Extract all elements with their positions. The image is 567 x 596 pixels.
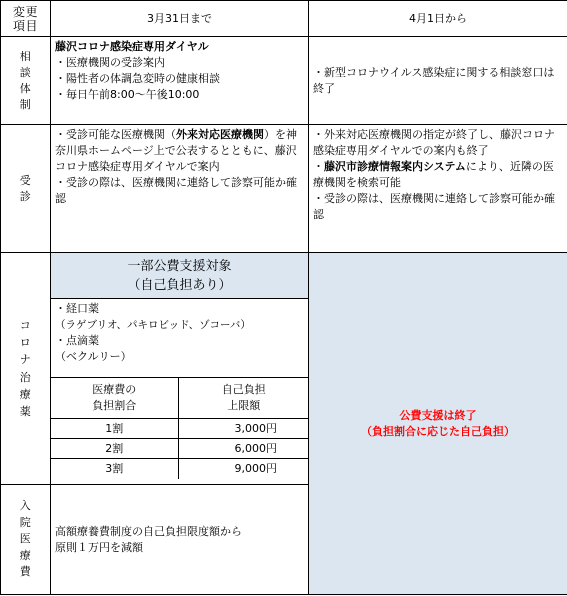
copay-header-limit (178, 378, 309, 419)
category-drug-text: コロナ治療薬 (19, 319, 32, 418)
copay-header-row (51, 378, 309, 419)
copay-header-ratio-2: 負担割合 (92, 399, 137, 412)
copay-ratio: 1割 (51, 419, 178, 439)
visit-before-p2: ・受診の際は、医療機関に連絡して診察可能か確認 (55, 176, 297, 205)
copay-header-limit-2: 上限額 (227, 399, 261, 412)
copay-limit: 9,000円 (178, 459, 309, 479)
consult-after-text: ・新型コロナウイルス感染症に関する相談窓口は終了 (313, 65, 555, 95)
visit-before-p1c: ）を神奈川県ホームページ上で公表するとともに、藤沢コロナ感染症専用ダイヤルで案内 (55, 128, 297, 173)
copay-row (51, 439, 309, 459)
consult-item-1: ・医療機関の受診案内 (55, 56, 165, 69)
category-hospital (1, 485, 51, 595)
visit-before (51, 125, 309, 253)
copay-limit: 6,000円 (178, 439, 309, 459)
visit-after (309, 125, 567, 253)
category-consultation (1, 37, 51, 125)
iv-drug-names: （ベクルリー） (55, 350, 132, 363)
oral-drug-title: ・経口薬 (55, 302, 99, 315)
outpatient-institution-term: 外来対応医療機関 (176, 128, 264, 141)
visit-before-p1a: ・受診可能な医療機関（ (55, 128, 176, 141)
subsidy-end-line1: 公費支援は終了 (399, 408, 477, 422)
subsidy-line2: （自己負担あり） (127, 278, 232, 293)
category-drug (1, 253, 51, 485)
copay-table (51, 377, 309, 479)
subsidy-box (51, 253, 308, 299)
header-category-text: 変更項目 (12, 4, 38, 33)
copay-ratio: 3割 (51, 459, 178, 479)
visit-after-p2c: により、近隣の医療機関を検索可能 (313, 160, 554, 189)
copay-limit: 3,000円 (178, 419, 309, 439)
copay-header-ratio (51, 378, 178, 419)
hospital-before-line1: 高額療養費制度の自己負担限度額から (55, 524, 242, 538)
subsidy-line1: 一部公費支援対象 (127, 259, 232, 274)
subsidy-end-line2: （負担割合に応じた自己負担） (361, 424, 515, 438)
row-consultation (1, 37, 567, 125)
visit-after-p3: ・受診の際は、医療機関に連絡して診察可能か確認 (313, 192, 555, 221)
drug-before (51, 253, 309, 485)
consultation-after (309, 37, 567, 125)
row-treatment-drug (1, 253, 567, 485)
header-row (1, 1, 567, 37)
category-consultation-text: 相談体制 (19, 49, 32, 111)
header-category (1, 1, 51, 37)
consult-item-3: ・毎日午前8:00～午後10:00 (55, 88, 200, 101)
header-after: 4月1日から (309, 1, 567, 37)
hospital-before (51, 485, 309, 595)
category-visit (1, 125, 51, 253)
iv-drug-title: ・点滴薬 (55, 334, 99, 347)
consult-item-2: ・陽性者の体調急変時の健康相談 (55, 72, 220, 85)
drug-after (309, 253, 567, 595)
copay-row (51, 419, 309, 439)
category-visit-text: 受診 (19, 173, 32, 203)
category-hospital-text: 入院医療費 (19, 499, 32, 579)
consultation-before (51, 37, 309, 125)
copay-row (51, 459, 309, 479)
copay-header-ratio-1: 医療費の (92, 383, 137, 396)
visit-after-p2a: ・ (313, 160, 324, 173)
visit-before-p1 (55, 127, 304, 175)
copay-ratio: 2割 (51, 439, 178, 459)
visit-after-p1: ・外来対応医療機関の指定が終了し、藤沢コロナ感染症専用ダイヤルでの案内も終了 (313, 128, 555, 157)
oral-drug-names: （ラゲブリオ、パキロビッド、ゾコーバ） (55, 319, 251, 331)
info-system-term: 藤沢市診療情報案内システム (324, 160, 466, 173)
header-before: 3月31日まで (51, 1, 309, 37)
copay-header-limit-1: 自己負担 (221, 383, 266, 396)
hospital-before-line2: 原則１万円を減額 (55, 540, 143, 554)
visit-after-p2 (313, 159, 563, 191)
drug-list (51, 299, 308, 377)
row-visit (1, 125, 567, 253)
hotline-title: 藤沢コロナ感染症専用ダイヤル (55, 40, 209, 53)
